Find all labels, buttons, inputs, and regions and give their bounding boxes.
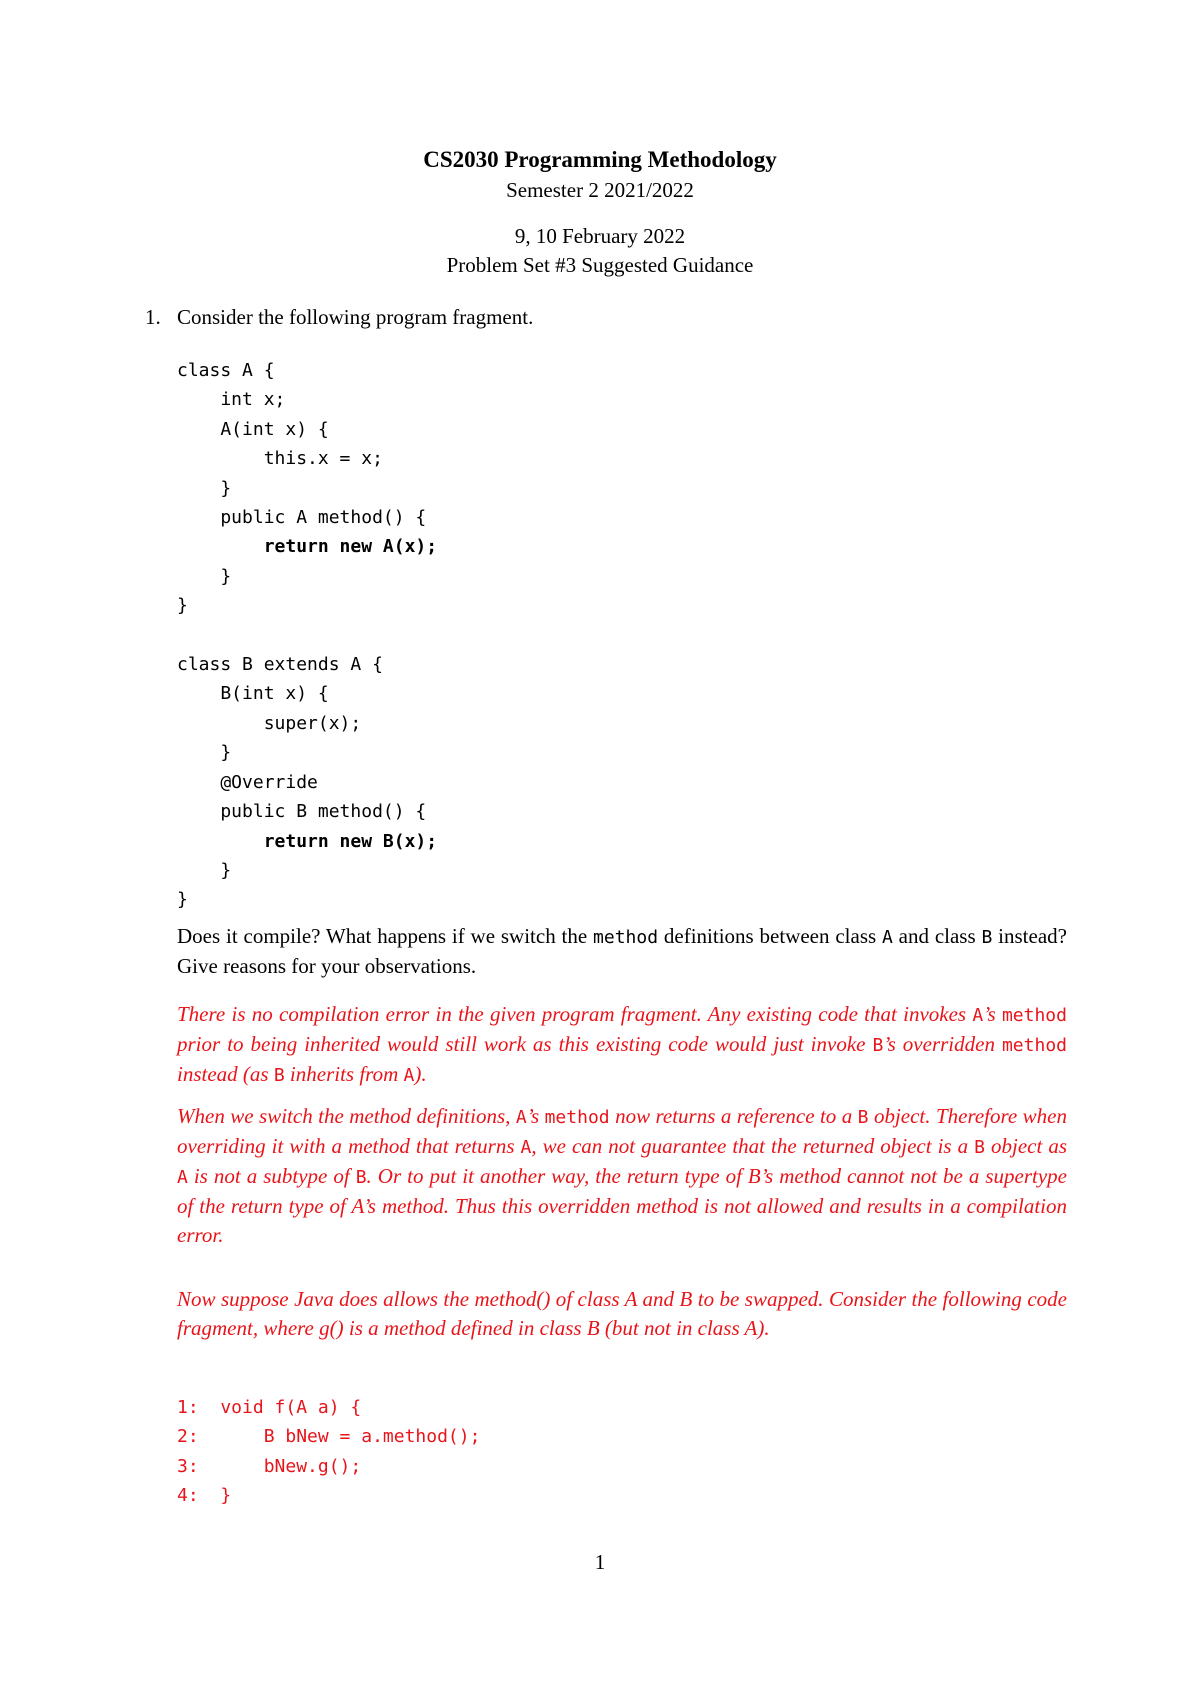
- date-line: 9, 10 February 2022: [514, 224, 686, 248]
- code-line: }: [177, 477, 232, 499]
- answer-paragraph-1: There is no compilation error in the given program fragment. Any existing code that invokes A’s method prior to being inherited would still work as this existing code would just invoke B’s overridden method instead (as B inherits from A).: [177, 1002, 1067, 1086]
- code-line: super(x);: [177, 712, 362, 734]
- answer-paragraph-2: When we switch the method definitions, A’s method now returns a reference to a B object. Therefore when overriding it with a method that returns A, we can not guarantee that the returned object is a B object as A is not a subtype of B. Or to put it another way, the return type of B’s method cannot not be a supertype of the return type of A’s method. Thus this overridden method is not allowed and results in a compilation error.: [177, 1104, 1067, 1247]
- question-number: 1.: [145, 305, 161, 329]
- code-line: this.x = x;: [177, 448, 383, 470]
- answer-code-block: [177, 1393, 480, 1511]
- page-number: 1: [594, 1550, 606, 1574]
- code-line: [177, 621, 437, 650]
- code-line: class A {: [177, 360, 275, 381]
- code-line: @Override: [177, 771, 318, 793]
- code-line: }: [177, 889, 188, 911]
- code-line: }: [177, 595, 188, 617]
- semester-line: Semester 2 2021/2022: [506, 178, 694, 202]
- program-code-block: [177, 356, 437, 915]
- code-line: }: [177, 565, 232, 587]
- document-title: CS2030 Programming Methodology: [423, 147, 777, 172]
- code-line: }: [177, 859, 232, 881]
- code-line: int x;: [177, 389, 286, 411]
- code-line: }: [177, 742, 232, 764]
- code-line: B(int x) {: [177, 683, 329, 705]
- code-line: 1: void f(A a) {: [177, 1397, 362, 1418]
- code-line: 3: bNew.g();: [177, 1455, 362, 1477]
- code-line: public B method() {: [177, 801, 427, 823]
- answer-paragraph-3: Now suppose Java does allows the method() of class A and B to be swapped. Consider the following code fragment, where g() is a method defined in class B (but not in class A).: [177, 1287, 1067, 1340]
- code-line: return new A(x);: [177, 536, 438, 558]
- code-line: A(int x) {: [177, 418, 329, 440]
- code-line: 2: B bNew = a.method();: [177, 1426, 481, 1448]
- code-line: 4: }: [177, 1485, 232, 1507]
- problem-set-subtitle: Problem Set #3 Suggested Guidance: [446, 253, 754, 277]
- question-prompt: Does it compile? What happens if we switch the method definitions between class A and class B instead? Give reasons for your observations.: [177, 924, 1067, 978]
- question-intro: Consider the following program fragment.: [177, 305, 534, 329]
- code-line: public A method() {: [177, 507, 427, 529]
- code-line: class B extends A {: [177, 654, 383, 676]
- code-line: return new B(x);: [177, 830, 438, 852]
